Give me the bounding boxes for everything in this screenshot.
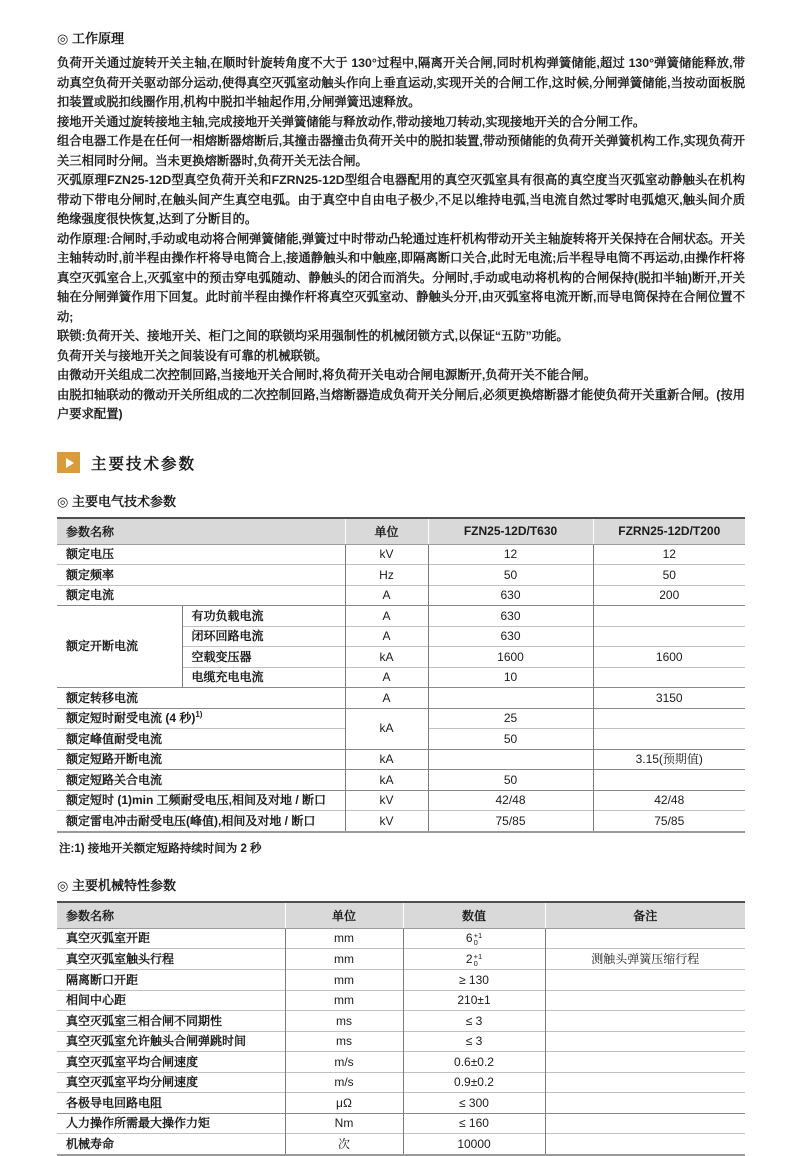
unit-cell: A <box>345 667 428 688</box>
param-name-cell: 机械寿命 <box>57 1134 285 1155</box>
param-name-cell: 各极导电回路电阻 <box>57 1093 285 1114</box>
value-cell: 210±1 <box>403 990 545 1011</box>
value-cell: 1600 <box>428 647 593 668</box>
sub-param-cell: 空载变压器 <box>182 647 345 668</box>
param-name-cell: 额定频率 <box>57 565 345 586</box>
sub-param-cell: 电缆充电电流 <box>182 667 345 688</box>
value-cell <box>403 928 545 949</box>
unit-cell: ms <box>285 1031 403 1052</box>
table-row <box>57 1072 745 1093</box>
value-cell: 25 <box>428 708 593 729</box>
value-cell: ≤ 300 <box>403 1093 545 1114</box>
mechanical-parameters-table <box>57 901 745 1156</box>
param-name-cell: 相间中心距 <box>57 990 285 1011</box>
tolerance-stack <box>474 953 483 967</box>
value-base: 2 <box>465 951 473 966</box>
value-cell: 630 <box>428 606 593 627</box>
param-name-cell: 额定短路关合电流 <box>57 770 345 791</box>
table-row <box>57 1093 745 1114</box>
table-row <box>57 928 745 949</box>
paragraph: 由脱扣轴联动的微动开关所组成的二次控制回路,当熔断器造成负荷开关分闸后,必须更换熔断器才能使负荷开关重新合闸。(按用户要求配置) <box>57 387 745 421</box>
table-row <box>57 565 745 586</box>
unit-cell: A <box>345 585 428 606</box>
unit-cell: ms <box>285 1011 403 1032</box>
note-cell <box>545 1072 745 1093</box>
param-name-cell <box>57 708 345 729</box>
table-row <box>57 811 745 832</box>
table-row <box>57 585 745 606</box>
tolerance-lower: 0 <box>473 958 478 968</box>
value-cell: ≤ 160 <box>403 1113 545 1134</box>
unit-cell: mm <box>285 970 403 991</box>
note-cell <box>545 970 745 991</box>
value-cell: 200 <box>593 585 745 606</box>
table-row <box>57 1011 745 1032</box>
table-row <box>57 688 745 709</box>
table-row <box>57 1113 745 1134</box>
unit-cell: kA <box>345 770 428 791</box>
unit-cell: kA <box>345 749 428 770</box>
param-name-cell: 真空灭弧室开距 <box>66 931 151 946</box>
tolerance-upper: +1 <box>473 930 483 940</box>
value-cell <box>593 708 745 729</box>
value-cell <box>428 749 593 770</box>
unit-cell: Nm <box>285 1113 403 1134</box>
unit-cell: mm <box>285 990 403 1011</box>
unit-cell: kV <box>345 544 428 565</box>
sub-param-cell: 有功负载电流 <box>182 606 345 627</box>
column-header: 参数名称 <box>57 518 345 545</box>
unit-cell: 次 <box>285 1134 403 1155</box>
section-banner <box>57 451 745 475</box>
unit-cell: mm <box>285 928 403 949</box>
unit-cell: m/s <box>285 1052 403 1073</box>
value-cell <box>403 949 545 970</box>
value-cell: 12 <box>428 544 593 565</box>
column-header: 备注 <box>545 902 745 929</box>
note-cell <box>545 1052 745 1073</box>
mechanical-params-heading: ◎ 主要机械特性参数 <box>57 877 176 893</box>
value-cell: 12 <box>593 544 745 565</box>
paragraph: 灭弧原理FZN25-12D型真空负荷开关和FZRN25-12D型组合电器配用的真空灭弧室具有很高的真空度当灭弧室动静触头在机构带动下带电分闸时,在触头间产生真空电弧。由于真空中自由电子极少,不足以维持电弧,当电流自然过零时电弧熄灭,触头间介质绝缘强度很快恢复,达到了分断目的。 <box>57 173 745 226</box>
paragraph: 由微动开关组成二次控制回路,当接地开关合闸时,将负荷开关电动合闸电源断开,负荷开关不能合闸。 <box>57 368 597 382</box>
unit-cell: kV <box>345 811 428 832</box>
value-cell <box>593 626 745 647</box>
value-base: 6 <box>465 931 473 945</box>
value-cell: 1600 <box>593 647 745 668</box>
table-row <box>57 1031 745 1052</box>
paragraph: 联锁:负荷开关、接地开关、柜门之间的联锁均采用强制性的机械闭锁方式,以保证“五防”功能。 <box>57 329 569 343</box>
value-cell <box>593 729 745 750</box>
footnote-marker: 1) <box>195 710 203 719</box>
working-principle-heading: ◎ 工作原理 <box>57 31 124 46</box>
param-name-cell: 真空灭弧室平均合闸速度 <box>57 1052 285 1073</box>
table-footnote: 注:1) 接地开关额定短路持续时间为 2 秒 <box>59 842 262 855</box>
column-header: FZN25-12D/T630 <box>428 518 593 545</box>
param-group-cell: 额定开断电流 <box>57 606 182 688</box>
param-name-cell: 额定雷电冲击耐受电压(峰值),相间及对地 / 断口 <box>57 811 345 832</box>
column-header: 单位 <box>285 902 403 929</box>
value-cell: 42/48 <box>593 790 745 811</box>
value-cell: 630 <box>428 585 593 606</box>
column-header: FZRN25-12D/T200 <box>593 518 745 545</box>
table-header-row <box>57 518 745 545</box>
unit-cell: Hz <box>345 565 428 586</box>
unit-cell: kA <box>345 647 428 668</box>
value-cell: 75/85 <box>428 811 593 832</box>
table-row <box>57 1052 745 1073</box>
unit-cell: A <box>345 688 428 709</box>
column-header: 参数名称 <box>57 902 285 929</box>
value-cell: 630 <box>428 626 593 647</box>
value-cell: 10000 <box>403 1134 545 1155</box>
param-name-cell: 额定短路开断电流 <box>57 749 345 770</box>
paragraph: 接地开关通过旋转接地主轴,完成接地开关弹簧储能与释放动作,带动接地刀转动,实现接地开关的合分闸工作。 <box>57 114 646 129</box>
note-cell <box>545 1031 745 1052</box>
value-cell: 50 <box>428 770 593 791</box>
section-title: 主要技术参数 <box>91 455 197 473</box>
value-cell: 0.9±0.2 <box>403 1072 545 1093</box>
paragraph: 负荷开关与接地开关之间装设有可靠的机械联锁。 <box>57 348 328 363</box>
table-row <box>57 790 745 811</box>
tolerance-stack <box>474 932 483 946</box>
value-cell <box>428 688 593 709</box>
value-cell <box>593 606 745 627</box>
tolerance-lower: 0 <box>473 937 478 947</box>
table-row <box>57 1134 745 1155</box>
working-principle-text <box>57 54 745 425</box>
play-arrow-icon <box>57 452 80 473</box>
paragraph: 负荷开关通过旋转开关主轴,在顺时针旋转角度不大于 130°过程中,隔离开关合闸,同时机构弹簧储能,超过 130°弹簧储能释放,带动真空负荷开关驱动部分运动,使得真空灭弧室动触头作向上垂直运动,实现开关的合闸工作,这时候,分闸弹簧储能,当按动面板脱扣装置或脱扣线圈作用,机构中脱扣半轴起作用,分闸弹簧迅速释放。 <box>57 56 745 109</box>
param-name-cell: 真空灭弧室触头行程 <box>57 949 285 970</box>
table-header-row <box>57 902 745 929</box>
note-cell <box>545 990 745 1011</box>
param-name-cell: 额定电流 <box>57 585 345 606</box>
unit-cell: m/s <box>285 1072 403 1093</box>
value-cell: 10 <box>428 667 593 688</box>
note-cell <box>545 1011 745 1032</box>
value-cell: 50 <box>428 565 593 586</box>
table-row <box>57 708 745 729</box>
table-row <box>57 606 745 627</box>
column-header: 单位 <box>345 518 428 545</box>
electrical-parameters-table <box>57 517 745 833</box>
unit-cell: A <box>345 606 428 627</box>
value-cell: 3150 <box>593 688 745 709</box>
value-cell: 42/48 <box>428 790 593 811</box>
value-cell: 3.15(预期值) <box>593 749 745 770</box>
param-name-cell: 人力操作所需最大操作力矩 <box>57 1113 285 1134</box>
value-cell <box>593 770 745 791</box>
value-cell: ≥ 130 <box>403 970 545 991</box>
param-name-cell: 额定转移电流 <box>57 688 345 709</box>
paragraph: 组合电器工作是在任何一相熔断器熔断后,其撞击器撞击负荷开关中的脱扣装置,带动预储能的负荷开关弹簧机构工作,实现负荷开关三相同时分闸。当未更换熔断器时,负荷开关无法合闸。 <box>57 134 745 168</box>
note-cell <box>545 1113 745 1134</box>
param-name-cell: 额定电压 <box>66 547 115 561</box>
table-row <box>57 544 745 565</box>
unit-cell: kV <box>345 790 428 811</box>
sub-param-cell: 闭环回路电流 <box>182 626 345 647</box>
value-cell: ≤ 3 <box>403 1011 545 1032</box>
param-name-cell: 真空灭弧室允许触头合闸弹跳时间 <box>57 1031 285 1052</box>
table-row <box>57 770 745 791</box>
paragraph: 动作原理:合闸时,手动或电动将合闸弹簧储能,弹簧过中时带动凸轮通过连杆机构带动开关主轴旋转将开关保持在合闸状态。开关主轴转动时,前半程由操作杆将导电筒合上,接通静触头和中触座,即隔离断口关合,此时无电流;后半程导电筒不再运动,由操作杆将真空灭弧室合上,灭弧室中的预击穿电弧随动、静触头的闭合而消失。分闸时,手动或电动将机构的合闸保持(脱扣半轴)断开,开关 轴在分闸弹簧作用下回复。此时前半程由操作杆将真空灭弧室动、静触头分开,由灭弧室将电流开断,而导电筒保持在合闸位置不动; <box>57 231 745 324</box>
param-name-cell: 隔离断口开距 <box>57 970 285 991</box>
table-row <box>57 970 745 991</box>
unit-cell: μΩ <box>285 1093 403 1114</box>
note-cell: 测触头弹簧压缩行程 <box>545 949 745 970</box>
note-cell <box>545 1093 745 1114</box>
column-header: 数值 <box>403 902 545 929</box>
table-row <box>57 749 745 770</box>
table-row <box>57 990 745 1011</box>
unit-cell: kA <box>345 708 428 749</box>
value-cell: 50 <box>593 565 745 586</box>
param-name-cell: 真空灭弧室平均分闸速度 <box>57 1072 285 1093</box>
note-cell <box>545 928 745 949</box>
unit-cell: A <box>345 626 428 647</box>
table-row <box>57 949 745 970</box>
value-cell <box>593 667 745 688</box>
unit-cell: mm <box>285 949 403 970</box>
value-cell: 75/85 <box>593 811 745 832</box>
param-name-cell: 真空灭弧室三相合闸不同期性 <box>57 1011 285 1032</box>
param-name-cell: 额定峰值耐受电流 <box>57 729 345 750</box>
tolerance-upper: +1 <box>473 951 483 961</box>
electrical-params-heading: ◎ 主要电气技术参数 <box>57 493 176 509</box>
value-cell: 0.6±0.2 <box>403 1052 545 1073</box>
value-cell: 50 <box>428 729 593 750</box>
value-cell: ≤ 3 <box>403 1031 545 1052</box>
note-cell <box>545 1134 745 1155</box>
param-name-cell: 额定短时 (1)min 工频耐受电压,相间及对地 / 断口 <box>57 790 345 811</box>
param-name-text: 额定短时耐受电流 (4 秒) <box>66 711 196 725</box>
